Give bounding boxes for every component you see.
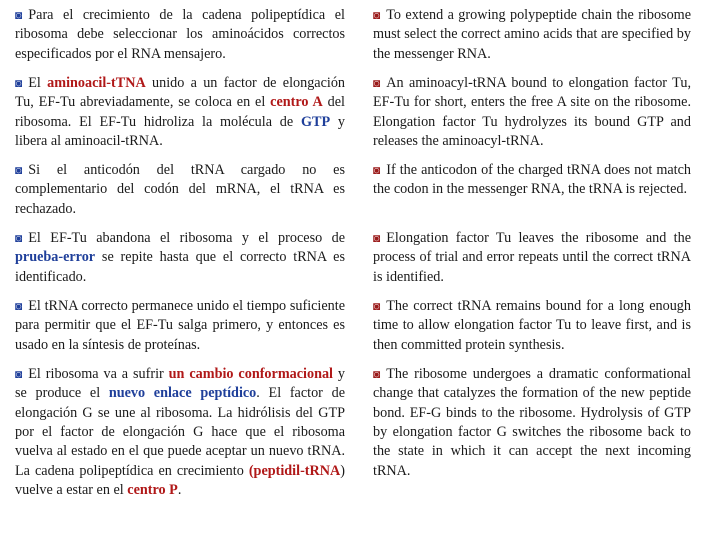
english-column <box>373 6 691 540</box>
es-highlight: aminoacil-tTNA <box>47 75 146 91</box>
bullet-icon: ◙ <box>15 231 23 246</box>
es-paragraph-6 <box>15 365 345 500</box>
es-paragraph-5 <box>15 297 345 355</box>
en-paragraph-2 <box>373 74 691 151</box>
bullet-icon: ◙ <box>373 231 381 246</box>
es-text: y libera al aminoacil-tRNA. <box>15 113 345 149</box>
en-text: The ribosome undergoes a dramatic conformational change that catalyzes the formation of the new peptide bond. EF-G binds to the ribosome. Hydrolysis of GTP by elongation factor G switches the ribosome back to the state in which it can accept the next incoming tRNA. <box>373 366 691 479</box>
es-highlight: un cambio conformacional <box>168 366 333 383</box>
es-paragraph-3 <box>15 161 345 219</box>
bullet-icon: ◙ <box>15 163 23 178</box>
es-text: unido a un factor de elongación Tu, EF-Tu abreviadamente, se coloca en el <box>15 75 346 111</box>
es-text: ) vuelve a estar en el <box>15 462 345 498</box>
bullet-icon: ◙ <box>373 299 381 314</box>
es-text: El EF-Tu abandona el ribosoma y el proceso de <box>28 230 345 247</box>
bullet-icon: ◙ <box>373 8 381 22</box>
en-paragraph-6 <box>373 365 691 500</box>
en-text: The correct tRNA remains bound for a long enough time to allow elongation factor Tu to leave first, and is then committed protein synthesis. <box>373 298 691 353</box>
es-text: y se produce el <box>15 366 346 402</box>
bullet-icon: ◙ <box>15 8 23 22</box>
bullet-icon: ◙ <box>15 299 23 314</box>
es-highlight: nuevo enlace peptídico <box>108 385 257 402</box>
bullet-icon: ◙ <box>373 76 381 90</box>
en-text: If the anticodon of the charged tRNA does not match the codon in the messenger RNA, the tRNA is rejected. <box>373 162 691 198</box>
en-paragraph-5 <box>373 297 691 355</box>
es-text: El <box>28 75 48 91</box>
bullet-icon: ◙ <box>15 367 23 382</box>
es-paragraph-4 <box>15 229 345 287</box>
bullet-icon: ◙ <box>373 367 381 382</box>
es-highlight: centro A <box>270 94 323 111</box>
es-text: Para el crecimiento de la cadena polipeptídica el ribosoma debe seleccionar los aminoácidos correctos especificados por el RNA mensajero. <box>15 7 345 62</box>
en-paragraph-1 <box>373 6 691 64</box>
es-text: del ribosoma. El EF-Tu hidroliza la molécula de <box>15 94 345 130</box>
es-highlight: GTP <box>300 113 331 130</box>
spanish-column <box>15 6 345 540</box>
bullet-icon: ◙ <box>15 76 23 90</box>
es-text: Si el anticodón del tRNA cargado no es complementario del codón del mRNA, el tRNA es rechazado. <box>15 162 345 217</box>
es-text: El ribosoma va a sufrir <box>28 366 169 383</box>
bullet-icon: ◙ <box>373 163 381 178</box>
es-text: se repite hasta que el correcto tRNA es identificado. <box>15 249 345 285</box>
es-text: El tRNA correcto permanece unido el tiempo suficiente para permitir que el EF-Tu salga primero, y entonces es usado en la síntesis de proteínas. <box>15 298 345 353</box>
es-highlight: (peptidil-tRNA <box>248 462 341 479</box>
es-paragraph-2 <box>15 74 345 151</box>
en-paragraph-4 <box>373 229 691 287</box>
es-highlight: centro P <box>127 481 178 498</box>
es-highlight: prueba-error <box>15 249 96 266</box>
en-paragraph-3 <box>373 161 691 219</box>
en-text: An aminoacyl-tRNA bound to elongation factor Tu, EF-Tu for short, enters the free A site on the ribosome. Elongation factor Tu hydrolyzes its bound GTP and releases the aminoacyl-tRNA. <box>373 75 691 149</box>
en-text: To extend a growing polypeptide chain the ribosome must select the correct amino acids that are specified by the messenger RNA. <box>373 7 691 62</box>
es-text: . El factor de elongación G se une al ribosoma. La hidrólisis del GTP por el factor de elongación G hace que el ribosoma vuelva al estado en el que puede aceptar un nuevo tRNA. La cadena polipeptídica en crecimiento <box>15 385 345 479</box>
es-paragraph-1 <box>15 6 345 64</box>
en-text: Elongation factor Tu leaves the ribosome and the process of trial and error repeats until the correct tRNA is identified. <box>373 230 691 285</box>
es-text: . <box>177 481 182 498</box>
